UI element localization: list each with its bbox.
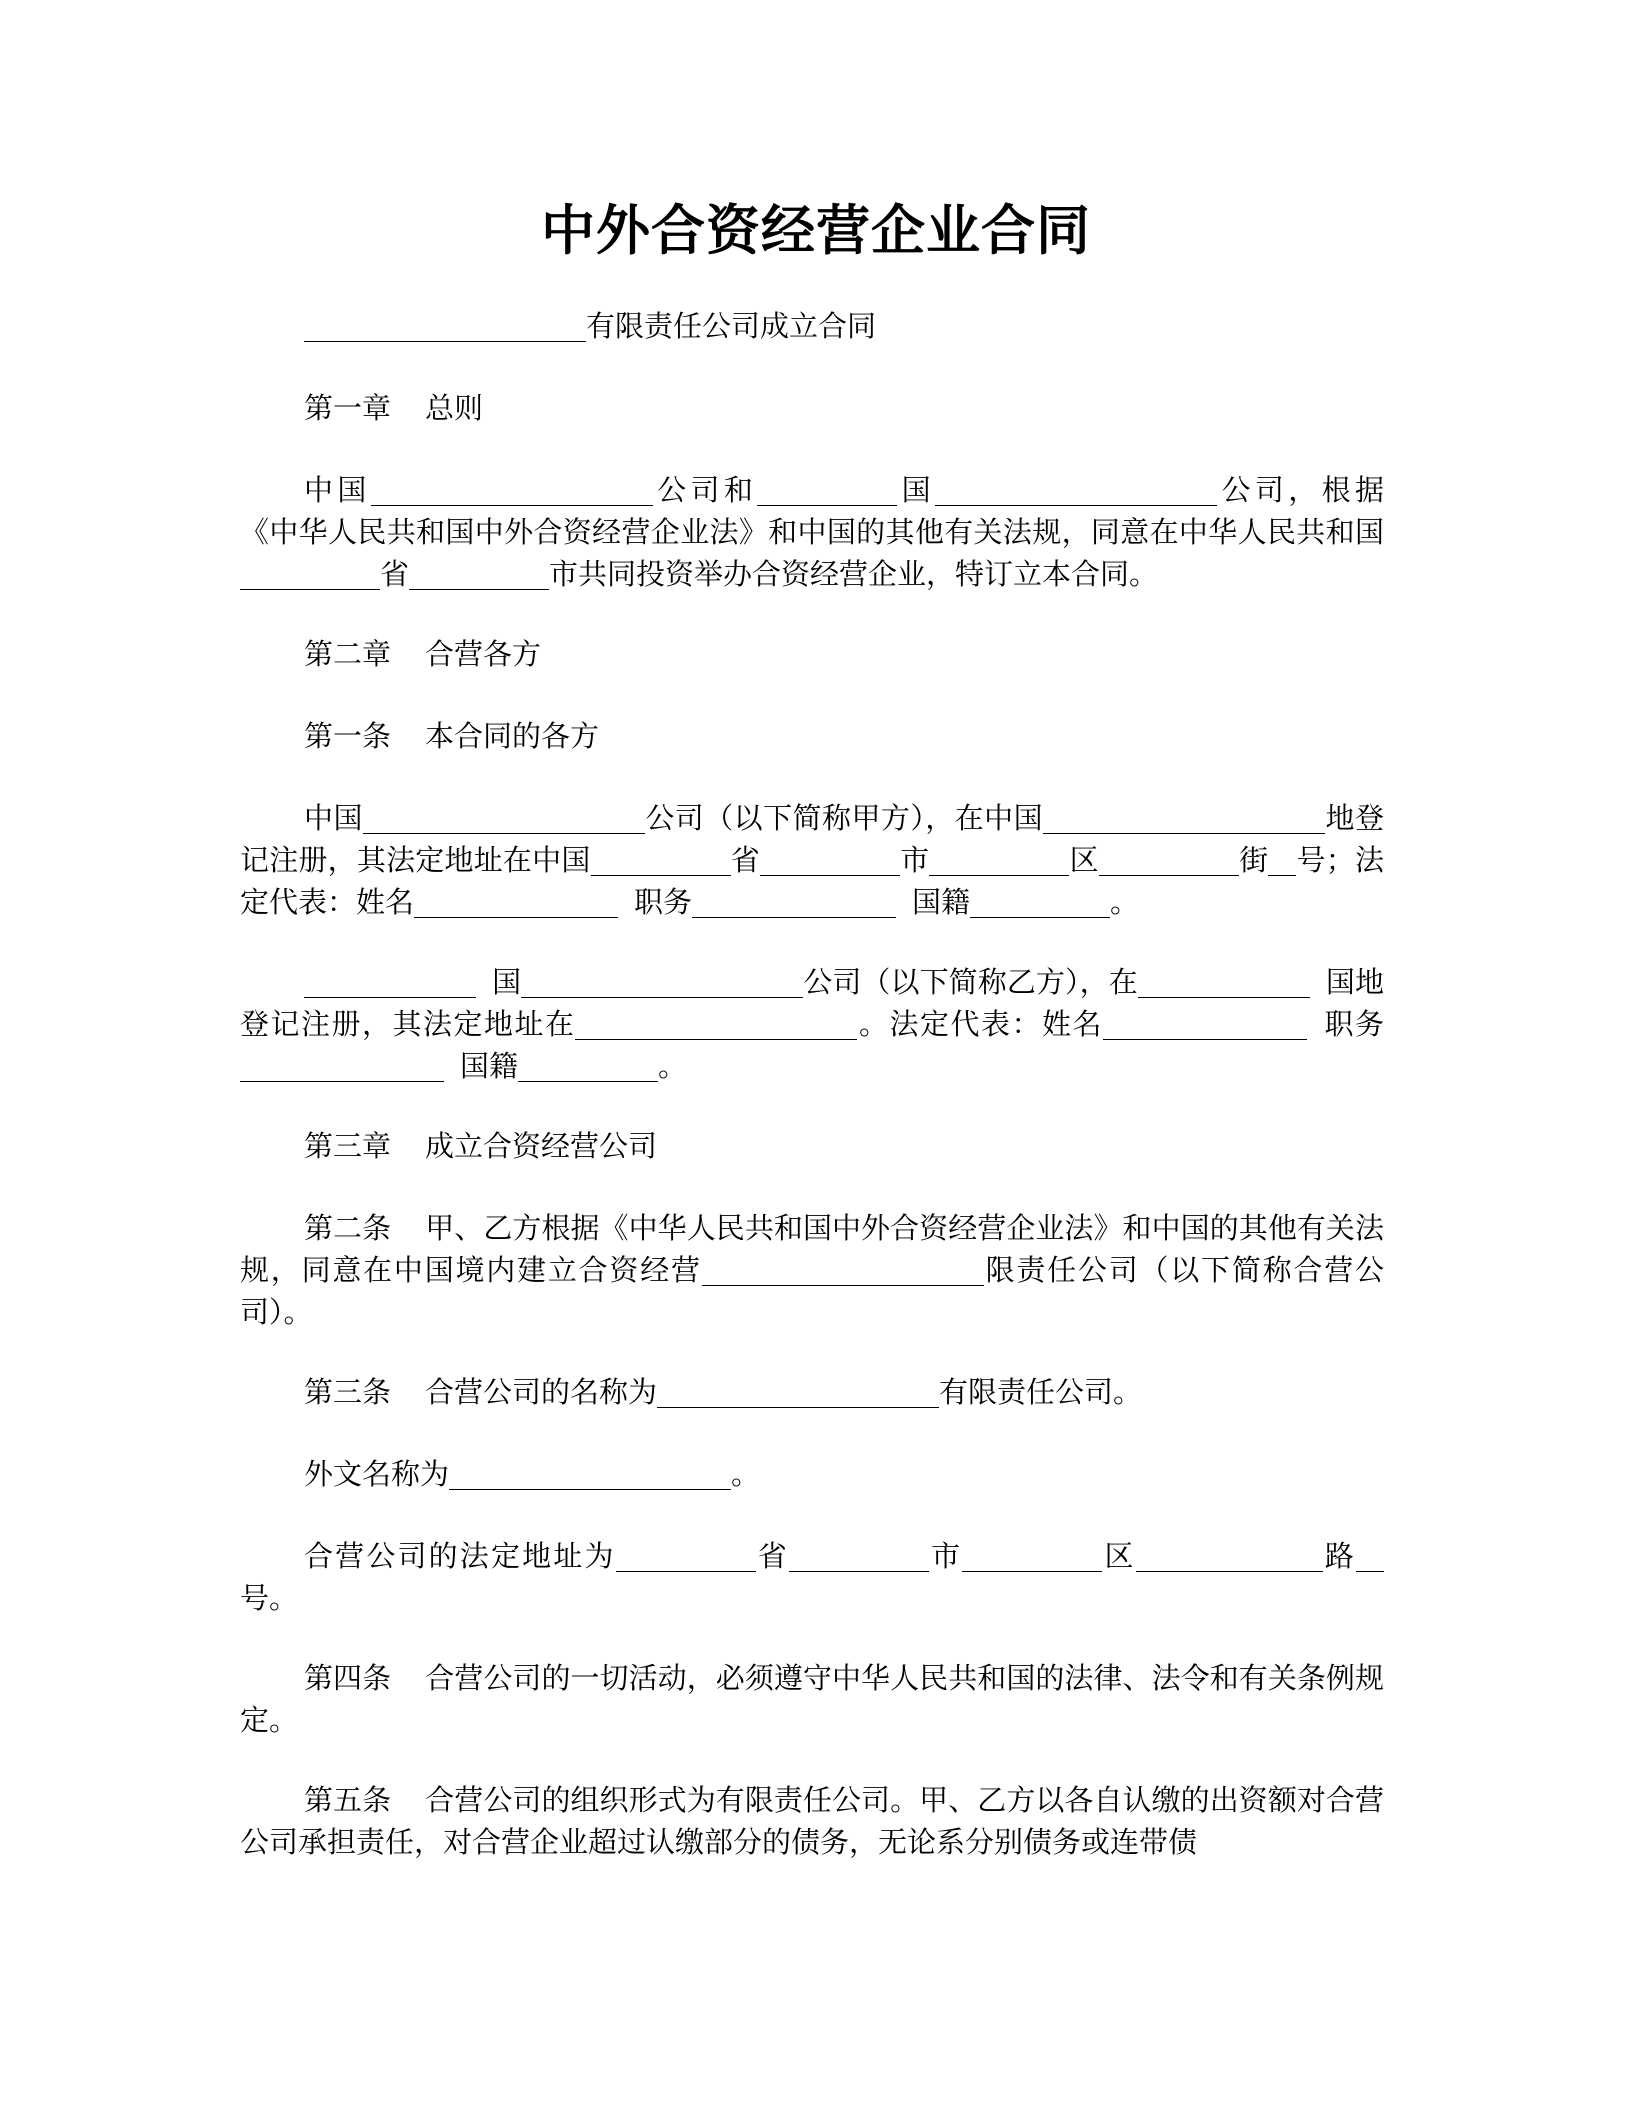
blank-party-a-rep-name[interactable] bbox=[414, 887, 618, 918]
chapter-1-heading: 第一章 总则 bbox=[304, 391, 484, 425]
intro-paragraph: 中国 公司和 国 公司，根据《中华人民共和国中外合资经营企业法》和中国的其他有关法规，同意在中华人民共和国省 市共同投资举办合资经营企业，特订立本合同。 bbox=[240, 473, 1384, 591]
blank-jv-name[interactable] bbox=[702, 1255, 984, 1286]
chapter-3-heading: 第三章 成立合资经营公司 bbox=[304, 1129, 658, 1163]
blank-foreign-country[interactable] bbox=[757, 475, 897, 506]
blank-foreign-company[interactable] bbox=[935, 475, 1217, 506]
blank-jv-district[interactable] bbox=[962, 1541, 1102, 1572]
article-4-paragraph: 第四条 合营公司的一切活动，必须遵守中华人民共和国的法律、法令和有关条例规定。 bbox=[240, 1661, 1384, 1737]
blank-party-a-district[interactable] bbox=[929, 845, 1069, 876]
blank-chinese-company[interactable] bbox=[371, 475, 653, 506]
blank-jv-city[interactable] bbox=[789, 1541, 929, 1572]
chapter-2-heading: 第二章 合营各方 bbox=[304, 637, 542, 671]
article-5-paragraph: 第五条 合营公司的组织形式为有限责任公司。甲、乙方以各自认缴的出资额对合营公司承担责任，对合营企业超过认缴部分的债务，无论系分别债务或连带债 bbox=[240, 1783, 1384, 1859]
blank-jv-province[interactable] bbox=[616, 1541, 756, 1572]
blank-party-b-rep-nationality[interactable] bbox=[518, 1051, 658, 1082]
blank-jv-number[interactable] bbox=[1356, 1541, 1384, 1572]
subtitle-line: 有限责任公司成立合同 bbox=[240, 305, 1384, 347]
blank-party-a-company[interactable] bbox=[363, 803, 645, 834]
blank-party-b-country[interactable] bbox=[304, 967, 476, 998]
blank-party-a-reg-place[interactable] bbox=[1043, 803, 1325, 834]
blank-party-b-reg-country[interactable] bbox=[1138, 967, 1310, 998]
blank-jv-road[interactable] bbox=[1136, 1541, 1323, 1572]
blank-party-b-company[interactable] bbox=[521, 967, 803, 998]
blank-company-name[interactable] bbox=[304, 311, 586, 342]
article-3-paragraph: 第三条 合营公司的名称为 有限责任公司。 bbox=[304, 1375, 1143, 1409]
blank-party-a-street[interactable] bbox=[1099, 845, 1239, 876]
document-title: 中外合资经营企业合同 bbox=[541, 199, 1091, 262]
blank-province[interactable] bbox=[240, 559, 380, 590]
blank-party-b-rep-name[interactable] bbox=[1103, 1009, 1307, 1040]
blank-party-a-rep-nationality[interactable] bbox=[970, 887, 1110, 918]
blank-party-a-province[interactable] bbox=[591, 845, 731, 876]
article-2-paragraph: 第二条 甲、乙方根据《中华人民共和国中外合资经营企业法》和中国的其他有关法规，同意在中国境内建立合资经营 限责任公司（以下简称合营公司）。 bbox=[240, 1211, 1384, 1329]
blank-party-b-address[interactable] bbox=[575, 1009, 857, 1040]
blank-party-b-rep-title[interactable] bbox=[240, 1051, 444, 1082]
blank-party-a-rep-title[interactable] bbox=[692, 887, 896, 918]
blank-party-a-number[interactable] bbox=[1268, 845, 1296, 876]
article-1-heading: 第一条 本合同的各方 bbox=[304, 719, 600, 753]
jv-address-paragraph: 合营公司的法定地址为 省 市 区 路号。 bbox=[240, 1535, 1384, 1619]
blank-foreign-name[interactable] bbox=[449, 1459, 731, 1490]
party-b-paragraph: 国 公司（以下简称乙方），在 国地登记注册，其法定地址在 。法定代表：姓名 职务国籍 。 bbox=[240, 965, 1384, 1083]
party-a-paragraph: 中国 公司（以下简称甲方），在中国 地登记注册，其法定地址在中国 省 市 区 街 号；法定代表：姓名 职务 国籍 。 bbox=[240, 801, 1384, 919]
blank-party-a-city[interactable] bbox=[760, 845, 900, 876]
blank-jv-company-name[interactable] bbox=[657, 1377, 939, 1408]
foreign-name-paragraph: 外文名称为 。 bbox=[304, 1457, 761, 1491]
blank-city[interactable] bbox=[409, 559, 549, 590]
